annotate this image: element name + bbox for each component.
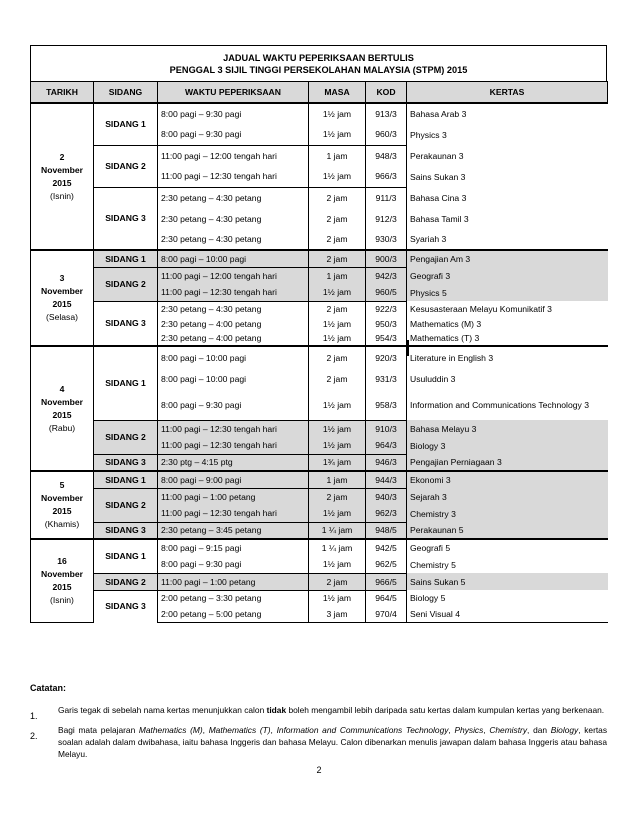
note-text-part: , (483, 725, 490, 735)
note-text-part: Bagi mata pelajaran (58, 725, 139, 735)
session-label: SIDANG 1 (94, 346, 158, 420)
paper-name: Sains Sukan 3 (410, 171, 466, 182)
table-row (31, 420, 608, 437)
session-label: SIDANG 2 (94, 420, 158, 454)
exam-time: 2:30 petang – 3:45 petang (158, 522, 309, 539)
header-waktu: WAKTU PEPERIKSAAN (158, 82, 309, 104)
note-number: 1. (30, 711, 38, 721)
duration: 1½ jam (309, 590, 366, 606)
paper-name: Sains Sukan 5 (407, 573, 608, 590)
paper-code: 950/3 (366, 316, 407, 331)
paper-name: Geografi 3 (407, 267, 608, 284)
exam-time: 2:30 petang – 4:30 petang (158, 187, 309, 208)
paper-name: Biology 5 (410, 593, 446, 603)
duration: 1½ jam (309, 437, 366, 454)
date-year: 2015 (52, 409, 72, 420)
paper-code: 946/3 (366, 454, 407, 471)
duration: 2 jam (309, 250, 366, 267)
exam-time: 2:30 petang – 4:30 petang (158, 229, 309, 250)
table-row (31, 488, 608, 505)
paper-name: Chemistry 5 (410, 559, 456, 570)
paper-name: Information and Communications Technology 3 (410, 400, 589, 410)
note-text-part: Biology (550, 725, 579, 735)
exam-timetable (30, 81, 608, 623)
duration: 1 ¼ jam (309, 539, 366, 556)
paper-name: Sejarah 3 (407, 488, 608, 505)
table-row (31, 590, 608, 606)
date-cell (31, 250, 94, 346)
exam-time: 2:30 ptg – 4:15 ptg (158, 454, 309, 471)
date-day: 2 (59, 151, 65, 162)
duration: 1 jam (309, 471, 366, 488)
paper-code: 942/3 (366, 267, 407, 284)
duration: 1½ jam (309, 390, 366, 420)
note-text-part: , kertas soalan adalah dalam dwibahasa, iaitu bahasa Inggeris dan bahasa Melayu. Calon dibenarkan menulis jawapan dalam bahasa Inggeris atau bahasa Melayu. (58, 725, 608, 759)
exam-time: 8:00 pagi – 9:15 pagi (158, 539, 309, 556)
duration: 1½ jam (309, 166, 366, 187)
session-label: SIDANG 2 (94, 145, 158, 187)
paper-name: Ekonomi 3 (407, 471, 608, 488)
duration: 1½ jam (309, 124, 366, 145)
exam-time: 11:00 pagi – 12:30 tengah hari (158, 505, 309, 522)
paper-name: Seni Visual 4 (407, 606, 608, 622)
session-label: SIDANG 2 (94, 488, 158, 522)
date-month: November (40, 568, 84, 579)
paper-code: 944/3 (366, 471, 407, 488)
exam-time: 8:00 pagi – 9:30 pagi (158, 556, 309, 573)
session-label: SIDANG 3 (94, 454, 158, 471)
session-label: SIDANG 1 (94, 250, 158, 267)
session-label: SIDANG 1 (94, 103, 158, 145)
duration: 1 jam (309, 267, 366, 284)
paper-code: 958/3 (366, 390, 407, 420)
duration: 2 jam (309, 488, 366, 505)
note-item (30, 724, 607, 760)
paper-name: Physics 5 (407, 284, 608, 301)
date-day: 3 (59, 273, 65, 283)
exam-time: 8:00 pagi – 9:30 pagi (158, 124, 309, 145)
paper-name: Literature in English 3 (407, 346, 608, 368)
table-row (31, 573, 608, 590)
paper-code: 942/5 (366, 539, 407, 556)
note-text-part: , (270, 725, 277, 735)
exam-time: 11:00 pagi – 12:30 tengah hari (158, 166, 309, 187)
paper-name: Mathematics (T) 3 (410, 333, 480, 343)
date-month: November (40, 286, 84, 296)
duration: 1½ jam (309, 556, 366, 573)
paper-name: Kesusasteraan Melayu Komunikatif 3 (410, 303, 552, 314)
duration: 1 ¼ jam (309, 522, 366, 539)
date-year: 2015 (52, 506, 72, 516)
paper-code: 911/3 (366, 187, 407, 208)
paper-name: Mathematics (M) 3 (410, 318, 482, 329)
paper-code: 913/3 (366, 103, 407, 124)
paper-name: Bahasa Melayu 3 (407, 420, 608, 437)
paper-name: Bahasa Arab 3 (407, 103, 608, 124)
date-day: 4 (59, 383, 65, 394)
note-text-part: tidak (266, 705, 287, 715)
exam-time: 11:00 pagi – 12:30 tengah hari (158, 437, 309, 454)
session-label: SIDANG 3 (94, 590, 158, 622)
paper-code: 960/3 (366, 124, 407, 145)
notes-section (30, 682, 607, 762)
exam-time: 2:30 petang – 4:00 petang (158, 316, 309, 331)
table-row (31, 267, 608, 284)
paper-code: 931/3 (366, 368, 407, 390)
exam-time: 8:00 pagi – 9:30 pagi (158, 103, 309, 124)
title-line-1: JADUAL WAKTU PEPERIKSAAN BERTULIS (223, 53, 414, 63)
paper-name: Perakaunan 5 (407, 522, 608, 539)
header-kod: KOD (366, 82, 407, 104)
note-text-part: Chemistry (489, 725, 528, 735)
duration: 1¾ jam (309, 454, 366, 471)
exam-time: 11:00 pagi – 12:00 tengah hari (158, 267, 309, 284)
exam-time: 2:00 petang – 3:30 petang (158, 590, 309, 606)
table-row (31, 539, 608, 556)
note-text-part: , dan (527, 725, 551, 735)
paper-code: 962/5 (366, 556, 407, 573)
session-label: SIDANG 2 (94, 267, 158, 301)
duration: 2 jam (309, 368, 366, 390)
timetable-sheet (30, 45, 607, 623)
date-weekday: (Isnin) (50, 190, 74, 201)
group-marker-line (407, 340, 409, 356)
paper-code: 900/3 (366, 250, 407, 267)
exam-time: 2:30 petang – 4:30 petang (158, 301, 309, 316)
note-text-part: Mathematics (M) (138, 725, 203, 735)
session-label: SIDANG 3 (94, 522, 158, 539)
duration: 2 jam (309, 208, 366, 229)
note-text-part: , (202, 725, 209, 735)
date-weekday: (Rabu) (48, 422, 76, 433)
paper-name: Perakaunan 3 (410, 150, 464, 161)
paper-name: Pengajian Am 3 (407, 250, 608, 267)
duration: 1 jam (309, 145, 366, 166)
exam-time: 11:00 pagi – 12:00 tengah hari (158, 145, 309, 166)
title-line-2: PENGGAL 3 SIJIL TINGGI PERSEKOLAHAN MALAYSIA (STPM) 2015 (169, 65, 468, 75)
date-weekday: (Khamis) (44, 519, 80, 529)
duration: 2 jam (309, 187, 366, 208)
date-year: 2015 (52, 581, 72, 592)
session-label: SIDANG 2 (94, 573, 158, 590)
exam-time: 11:00 pagi – 1:00 petang (158, 573, 309, 590)
duration: 1½ jam (309, 316, 366, 331)
exam-time: 8:00 pagi – 10:00 pagi (158, 346, 309, 368)
paper-name: Bahasa Tamil 3 (410, 213, 469, 224)
note-text (58, 704, 607, 722)
paper-code: 962/3 (366, 505, 407, 522)
date-cell (31, 471, 94, 539)
table-row (31, 250, 608, 267)
header-kertas: KERTAS (407, 82, 608, 104)
duration: 2 jam (309, 301, 366, 316)
exam-time: 11:00 pagi – 12:30 tengah hari (158, 420, 309, 437)
paper-name: Physics 3 (410, 129, 447, 140)
table-row (31, 301, 608, 316)
exam-time: 11:00 pagi – 12:30 tengah hari (158, 284, 309, 301)
paper-code: 954/3 (366, 331, 407, 346)
paper-name: Geografi 5 (407, 539, 608, 556)
session-label: SIDANG 1 (94, 471, 158, 488)
table-row (31, 103, 608, 124)
paper-code: 964/3 (366, 437, 407, 454)
date-month: November (40, 493, 84, 503)
paper-code: 966/3 (366, 166, 407, 187)
table-row (31, 454, 608, 471)
exam-time: 11:00 pagi – 1:00 petang (158, 488, 309, 505)
paper-code: 910/3 (366, 420, 407, 437)
paper-name: Pengajian Perniagaan 3 (407, 454, 608, 471)
paper-name: Usuluddin 3 (410, 374, 456, 384)
paper-name: Bahasa Cina 3 (410, 192, 467, 203)
paper-name: Chemistry 3 (407, 505, 608, 522)
duration: 1½ jam (309, 420, 366, 437)
notes-heading: Catatan: (30, 683, 67, 693)
note-text-part: Mathematics (T) (208, 725, 271, 735)
paper-name: Biology 3 (407, 437, 608, 454)
table-row (31, 471, 608, 488)
duration: 1½ jam (309, 103, 366, 124)
note-text-part: , (448, 725, 455, 735)
table-row (31, 522, 608, 539)
paper-code: 920/3 (366, 346, 407, 368)
session-label: SIDANG 3 (94, 301, 158, 346)
table-row (31, 187, 608, 208)
duration: 2 jam (309, 229, 366, 250)
paper-code: 960/5 (366, 284, 407, 301)
table-row (31, 346, 608, 368)
notes-list (30, 704, 607, 760)
note-text-part: boleh mengambil lebih daripada satu kertas dalam kumpulan kertas yang berkenaan. (286, 705, 605, 715)
date-day: 5 (59, 480, 65, 490)
paper-code: 948/3 (366, 145, 407, 166)
paper-code: 940/3 (366, 488, 407, 505)
date-weekday: (Selasa) (46, 312, 78, 322)
note-text-part: Physics (454, 725, 484, 735)
exam-time: 2:30 petang – 4:30 petang (158, 208, 309, 229)
exam-time: 8:00 pagi – 10:00 pagi (158, 250, 309, 267)
session-label: SIDANG 1 (94, 539, 158, 573)
date-cell (31, 346, 94, 471)
header-row (31, 82, 608, 104)
duration: 3 jam (309, 606, 366, 622)
paper-code: 922/3 (366, 301, 407, 316)
header-sidang: SIDANG (94, 82, 158, 104)
paper-name: Syariah 3 (410, 234, 447, 244)
date-day: 16 (57, 555, 67, 566)
note-number: 2. (30, 731, 38, 741)
note-text-part: Garis tegak di sebelah nama kertas menunjukkan calon (58, 705, 267, 715)
note-text (58, 724, 607, 760)
date-cell (31, 539, 94, 622)
note-item (30, 704, 607, 722)
exam-time: 8:00 pagi – 10:00 pagi (158, 368, 309, 390)
paper-code: 930/3 (366, 229, 407, 250)
timetable-title (30, 45, 607, 81)
date-cell (31, 103, 94, 250)
duration: 1½ jam (309, 331, 366, 346)
timetable-body (31, 103, 608, 622)
paper-code: 948/5 (366, 522, 407, 539)
date-month: November (40, 164, 84, 175)
paper-code: 970/4 (366, 606, 407, 622)
exam-time: 2:30 petang – 4:00 petang (158, 331, 309, 346)
header-tarikh: TARIKH (31, 82, 94, 104)
table-row (31, 145, 608, 166)
exam-time: 8:00 pagi – 9:00 pagi (158, 471, 309, 488)
duration: 1½ jam (309, 505, 366, 522)
paper-code: 964/5 (366, 590, 407, 606)
date-weekday: (Isnin) (50, 594, 74, 605)
note-text-part: Information and Communications Technology (276, 725, 449, 735)
date-month: November (40, 396, 84, 407)
exam-time: 8:00 pagi – 9:30 pagi (158, 390, 309, 420)
duration: 1½ jam (309, 284, 366, 301)
paper-code: 912/3 (366, 208, 407, 229)
date-year: 2015 (52, 299, 72, 309)
header-masa: MASA (309, 82, 366, 104)
duration: 2 jam (309, 346, 366, 368)
page-number: 2 (316, 765, 322, 775)
exam-time: 2:00 petang – 5:00 petang (158, 606, 309, 622)
session-label: SIDANG 3 (94, 187, 158, 250)
paper-code: 966/5 (366, 573, 407, 590)
date-year: 2015 (52, 177, 72, 188)
duration: 2 jam (309, 573, 366, 590)
